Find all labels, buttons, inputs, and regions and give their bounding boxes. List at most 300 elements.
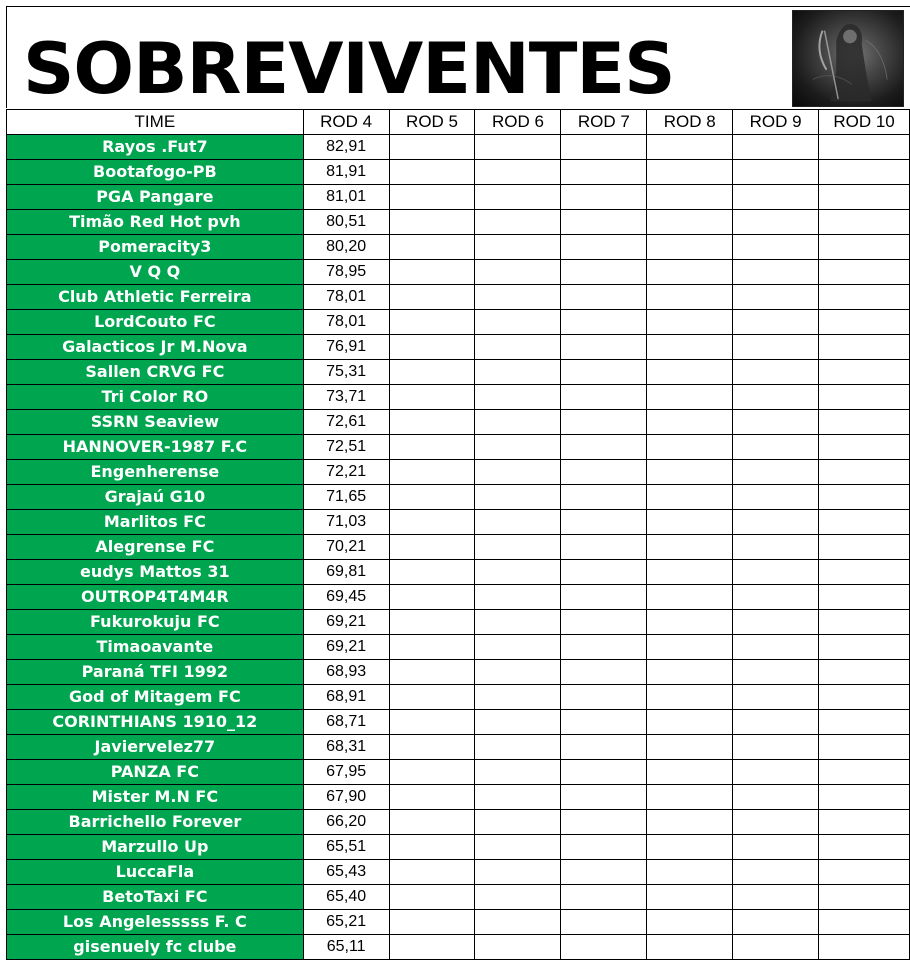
rod6-score-cell[interactable]	[475, 260, 561, 285]
rod6-score-cell[interactable]	[475, 210, 561, 235]
rod6-score-cell[interactable]	[475, 510, 561, 535]
rod9-score-cell[interactable]	[733, 660, 819, 685]
team-name-cell[interactable]: CORINTHIANS 1910_12	[7, 710, 304, 735]
table-row	[7, 435, 910, 460]
rod5-score-cell[interactable]	[389, 360, 475, 385]
rod5-score-cell[interactable]	[389, 760, 475, 785]
team-name-cell[interactable]: Tri Color RO	[7, 385, 304, 410]
rod5-score-cell[interactable]	[389, 810, 475, 835]
rod7-score-cell[interactable]	[561, 785, 647, 810]
rod7-score-cell[interactable]	[561, 910, 647, 935]
rod7-score-cell[interactable]	[561, 160, 647, 185]
page-title: SOBREVIVENTES	[23, 28, 675, 110]
rod4-score-cell[interactable]: 75,31	[303, 360, 389, 385]
rod10-score-cell[interactable]	[819, 360, 910, 385]
rod10-score-cell[interactable]	[819, 935, 910, 960]
rod10-score-cell[interactable]	[819, 510, 910, 535]
team-name-cell[interactable]: OUTROP4T4M4R	[7, 585, 304, 610]
rod8-score-cell[interactable]	[647, 310, 733, 335]
rod4-score-cell[interactable]: 67,95	[303, 760, 389, 785]
team-name-cell[interactable]: LordCouto FC	[7, 310, 304, 335]
rod6-score-cell[interactable]	[475, 610, 561, 635]
rod4-score-cell[interactable]: 71,65	[303, 485, 389, 510]
rod9-score-cell[interactable]	[733, 910, 819, 935]
rod8-score-cell[interactable]	[647, 485, 733, 510]
rod9-score-cell[interactable]	[733, 585, 819, 610]
rod7-score-cell[interactable]	[561, 885, 647, 910]
column-header-rod-10[interactable]: ROD 10	[819, 110, 910, 135]
header-area	[6, 6, 910, 108]
rod10-score-cell[interactable]	[819, 310, 910, 335]
rod9-score-cell[interactable]	[733, 510, 819, 535]
rod9-score-cell[interactable]	[733, 135, 819, 160]
rod5-score-cell[interactable]	[389, 685, 475, 710]
rod6-score-cell[interactable]	[475, 160, 561, 185]
rod5-score-cell[interactable]	[389, 910, 475, 935]
rod8-score-cell[interactable]	[647, 935, 733, 960]
rod4-score-cell[interactable]: 72,61	[303, 410, 389, 435]
rod8-score-cell[interactable]	[647, 735, 733, 760]
rod5-score-cell[interactable]	[389, 385, 475, 410]
rod4-score-cell[interactable]: 71,03	[303, 510, 389, 535]
rod8-score-cell[interactable]	[647, 235, 733, 260]
table-body	[7, 135, 910, 960]
rod4-score-cell[interactable]: 76,91	[303, 335, 389, 360]
rod5-score-cell[interactable]	[389, 510, 475, 535]
team-name-cell[interactable]: Sallen CRVG FC	[7, 360, 304, 385]
table-row	[7, 160, 910, 185]
column-header-rod-7[interactable]: ROD 7	[561, 110, 647, 135]
rod4-score-cell[interactable]: 78,01	[303, 285, 389, 310]
rod5-score-cell[interactable]	[389, 435, 475, 460]
team-name-cell[interactable]: Engenherense	[7, 460, 304, 485]
rod9-score-cell[interactable]	[733, 285, 819, 310]
rod8-score-cell[interactable]	[647, 885, 733, 910]
rod8-score-cell[interactable]	[647, 810, 733, 835]
rod6-score-cell[interactable]	[475, 535, 561, 560]
rod6-score-cell[interactable]	[475, 760, 561, 785]
table-row	[7, 735, 910, 760]
rod8-score-cell[interactable]	[647, 585, 733, 610]
team-name-cell[interactable]: PANZA FC	[7, 760, 304, 785]
rod8-score-cell[interactable]	[647, 460, 733, 485]
rod5-score-cell[interactable]	[389, 285, 475, 310]
table-row	[7, 135, 910, 160]
rod6-score-cell[interactable]	[475, 910, 561, 935]
rod7-score-cell[interactable]	[561, 585, 647, 610]
rod7-score-cell[interactable]	[561, 735, 647, 760]
rod9-score-cell[interactable]	[733, 560, 819, 585]
rod7-score-cell[interactable]	[561, 210, 647, 235]
team-name-cell[interactable]: V Q Q	[7, 260, 304, 285]
rod8-score-cell[interactable]	[647, 910, 733, 935]
rod5-score-cell[interactable]	[389, 710, 475, 735]
team-name-cell[interactable]: Bootafogo-PB	[7, 160, 304, 185]
rod4-score-cell[interactable]: 65,11	[303, 935, 389, 960]
rod4-score-cell[interactable]: 82,91	[303, 135, 389, 160]
rod10-score-cell[interactable]	[819, 285, 910, 310]
rod4-score-cell[interactable]: 80,51	[303, 210, 389, 235]
rod10-score-cell[interactable]	[819, 635, 910, 660]
rod6-score-cell[interactable]	[475, 335, 561, 360]
team-name-cell[interactable]: Timaoavante	[7, 635, 304, 660]
rod4-score-cell[interactable]: 80,20	[303, 235, 389, 260]
rod9-score-cell[interactable]	[733, 810, 819, 835]
rod9-score-cell[interactable]	[733, 185, 819, 210]
rod4-score-cell[interactable]: 69,45	[303, 585, 389, 610]
rod8-score-cell[interactable]	[647, 710, 733, 735]
table-row	[7, 710, 910, 735]
rod10-score-cell[interactable]	[819, 810, 910, 835]
rod6-score-cell[interactable]	[475, 785, 561, 810]
rod10-score-cell[interactable]	[819, 235, 910, 260]
rod7-score-cell[interactable]	[561, 385, 647, 410]
rod8-score-cell[interactable]	[647, 160, 733, 185]
column-header-rod-8[interactable]: ROD 8	[647, 110, 733, 135]
rod10-score-cell[interactable]	[819, 610, 910, 635]
rod8-score-cell[interactable]	[647, 135, 733, 160]
rod7-score-cell[interactable]	[561, 710, 647, 735]
rod5-score-cell[interactable]	[389, 935, 475, 960]
table-row	[7, 685, 910, 710]
rod4-score-cell[interactable]: 66,20	[303, 810, 389, 835]
rod5-score-cell[interactable]	[389, 335, 475, 360]
rod6-score-cell[interactable]	[475, 135, 561, 160]
rod9-score-cell[interactable]	[733, 835, 819, 860]
rod6-score-cell[interactable]	[475, 635, 561, 660]
column-header-rod-6[interactable]: ROD 6	[475, 110, 561, 135]
rod6-score-cell[interactable]	[475, 560, 561, 585]
rod6-score-cell[interactable]	[475, 735, 561, 760]
rod10-score-cell[interactable]	[819, 335, 910, 360]
team-name-cell[interactable]: Barrichello Forever	[7, 810, 304, 835]
table-row	[7, 585, 910, 610]
rod7-score-cell[interactable]	[561, 635, 647, 660]
rod6-score-cell[interactable]	[475, 460, 561, 485]
rod7-score-cell[interactable]	[561, 810, 647, 835]
rod4-score-cell[interactable]: 72,51	[303, 435, 389, 460]
rod9-score-cell[interactable]	[733, 735, 819, 760]
rod8-score-cell[interactable]	[647, 210, 733, 235]
team-name-cell[interactable]: eudys Mattos 31	[7, 560, 304, 585]
rod9-score-cell[interactable]	[733, 410, 819, 435]
rod5-score-cell[interactable]	[389, 235, 475, 260]
team-name-cell[interactable]: SSRN Seaview	[7, 410, 304, 435]
team-name-cell[interactable]: Alegrense FC	[7, 535, 304, 560]
rod6-score-cell[interactable]	[475, 235, 561, 260]
team-name-cell[interactable]: Mister M.N FC	[7, 785, 304, 810]
rod4-score-cell[interactable]: 65,51	[303, 835, 389, 860]
rod9-score-cell[interactable]	[733, 785, 819, 810]
rod10-score-cell[interactable]	[819, 260, 910, 285]
rod10-score-cell[interactable]	[819, 760, 910, 785]
rod5-score-cell[interactable]	[389, 635, 475, 660]
rod8-score-cell[interactable]	[647, 335, 733, 360]
rod9-score-cell[interactable]	[733, 460, 819, 485]
rod5-score-cell[interactable]	[389, 860, 475, 885]
rod7-score-cell[interactable]	[561, 685, 647, 710]
column-header-rod-5[interactable]: ROD 5	[389, 110, 475, 135]
rod7-score-cell[interactable]	[561, 360, 647, 385]
rod8-score-cell[interactable]	[647, 835, 733, 860]
rod6-score-cell[interactable]	[475, 285, 561, 310]
table-row	[7, 210, 910, 235]
rod7-score-cell[interactable]	[561, 185, 647, 210]
rod6-score-cell[interactable]	[475, 485, 561, 510]
rod4-score-cell[interactable]: 73,71	[303, 385, 389, 410]
rod9-score-cell[interactable]	[733, 635, 819, 660]
rod9-score-cell[interactable]	[733, 935, 819, 960]
table-row	[7, 185, 910, 210]
rod8-score-cell[interactable]	[647, 410, 733, 435]
rod7-score-cell[interactable]	[561, 510, 647, 535]
table-row	[7, 460, 910, 485]
rod4-score-cell[interactable]: 65,43	[303, 860, 389, 885]
rod4-score-cell[interactable]: 78,01	[303, 310, 389, 335]
rod8-score-cell[interactable]	[647, 535, 733, 560]
grim-reaper-icon	[792, 10, 904, 107]
rod10-score-cell[interactable]	[819, 160, 910, 185]
team-name-cell[interactable]: Timão Red Hot pvh	[7, 210, 304, 235]
rod10-score-cell[interactable]	[819, 535, 910, 560]
rod5-score-cell[interactable]	[389, 535, 475, 560]
rod6-score-cell[interactable]	[475, 310, 561, 335]
rod5-score-cell[interactable]	[389, 560, 475, 585]
rod7-score-cell[interactable]	[561, 310, 647, 335]
rod7-score-cell[interactable]	[561, 535, 647, 560]
rod8-score-cell[interactable]	[647, 660, 733, 685]
rod10-score-cell[interactable]	[819, 560, 910, 585]
rod7-score-cell[interactable]	[561, 610, 647, 635]
rod9-score-cell[interactable]	[733, 435, 819, 460]
rod5-score-cell[interactable]	[389, 660, 475, 685]
rod8-score-cell[interactable]	[647, 635, 733, 660]
rod10-score-cell[interactable]	[819, 460, 910, 485]
rod8-score-cell[interactable]	[647, 435, 733, 460]
rod10-score-cell[interactable]	[819, 735, 910, 760]
team-name-cell[interactable]: God of Mitagem FC	[7, 685, 304, 710]
team-name-cell[interactable]: Marlitos FC	[7, 510, 304, 535]
rod9-score-cell[interactable]	[733, 685, 819, 710]
rod7-score-cell[interactable]	[561, 460, 647, 485]
column-header-time[interactable]: TIME	[7, 110, 304, 135]
rod8-score-cell[interactable]	[647, 760, 733, 785]
rod9-score-cell[interactable]	[733, 310, 819, 335]
rod9-score-cell[interactable]	[733, 160, 819, 185]
rod10-score-cell[interactable]	[819, 885, 910, 910]
rod4-score-cell[interactable]: 81,01	[303, 185, 389, 210]
table-row	[7, 885, 910, 910]
rod4-score-cell[interactable]: 65,21	[303, 910, 389, 935]
team-name-cell[interactable]: Galacticos Jr M.Nova	[7, 335, 304, 360]
rod10-score-cell[interactable]	[819, 485, 910, 510]
team-name-cell[interactable]: Pomeracity3	[7, 235, 304, 260]
rod4-score-cell[interactable]: 72,21	[303, 460, 389, 485]
rod5-score-cell[interactable]	[389, 460, 475, 485]
rod10-score-cell[interactable]	[819, 435, 910, 460]
rod6-score-cell[interactable]	[475, 685, 561, 710]
rod9-score-cell[interactable]	[733, 610, 819, 635]
rod10-score-cell[interactable]	[819, 585, 910, 610]
rod9-score-cell[interactable]	[733, 210, 819, 235]
rod10-score-cell[interactable]	[819, 685, 910, 710]
table-row	[7, 610, 910, 635]
rod9-score-cell[interactable]	[733, 235, 819, 260]
rod8-score-cell[interactable]	[647, 560, 733, 585]
team-name-cell[interactable]: Rayos .Fut7	[7, 135, 304, 160]
rod5-score-cell[interactable]	[389, 485, 475, 510]
rod9-score-cell[interactable]	[733, 535, 819, 560]
rod6-score-cell[interactable]	[475, 935, 561, 960]
rod7-score-cell[interactable]	[561, 860, 647, 885]
rod9-score-cell[interactable]	[733, 335, 819, 360]
rod8-score-cell[interactable]	[647, 860, 733, 885]
rod4-score-cell[interactable]: 68,31	[303, 735, 389, 760]
table-row	[7, 635, 910, 660]
rod5-score-cell[interactable]	[389, 610, 475, 635]
rod7-score-cell[interactable]	[561, 285, 647, 310]
rod6-score-cell[interactable]	[475, 435, 561, 460]
team-name-cell[interactable]: LuccaFla	[7, 860, 304, 885]
rod6-score-cell[interactable]	[475, 660, 561, 685]
rod8-score-cell[interactable]	[647, 385, 733, 410]
column-header-rod-9[interactable]: ROD 9	[733, 110, 819, 135]
rod6-score-cell[interactable]	[475, 710, 561, 735]
table-row	[7, 310, 910, 335]
rod8-score-cell[interactable]	[647, 610, 733, 635]
rod7-score-cell[interactable]	[561, 760, 647, 785]
rod4-score-cell[interactable]: 68,91	[303, 685, 389, 710]
rod8-score-cell[interactable]	[647, 685, 733, 710]
rod7-score-cell[interactable]	[561, 660, 647, 685]
column-header-rod-4[interactable]: ROD 4	[303, 110, 389, 135]
rod6-score-cell[interactable]	[475, 385, 561, 410]
rod5-score-cell[interactable]	[389, 735, 475, 760]
team-name-cell[interactable]: Paraná TFI 1992	[7, 660, 304, 685]
rod10-score-cell[interactable]	[819, 185, 910, 210]
rod9-score-cell[interactable]	[733, 485, 819, 510]
rod10-score-cell[interactable]	[819, 710, 910, 735]
table-row	[7, 835, 910, 860]
rod4-score-cell[interactable]: 69,21	[303, 610, 389, 635]
team-name-cell[interactable]: HANNOVER-1987 F.C	[7, 435, 304, 460]
table-row	[7, 335, 910, 360]
rod6-score-cell[interactable]	[475, 185, 561, 210]
rod5-score-cell[interactable]	[389, 260, 475, 285]
rod7-score-cell[interactable]	[561, 335, 647, 360]
rod4-score-cell[interactable]: 68,71	[303, 710, 389, 735]
rod9-score-cell[interactable]	[733, 885, 819, 910]
rod5-score-cell[interactable]	[389, 885, 475, 910]
rod5-score-cell[interactable]	[389, 410, 475, 435]
rod10-score-cell[interactable]	[819, 910, 910, 935]
rod8-score-cell[interactable]	[647, 260, 733, 285]
rod5-score-cell[interactable]	[389, 585, 475, 610]
rod6-score-cell[interactable]	[475, 885, 561, 910]
rod6-score-cell[interactable]	[475, 835, 561, 860]
rod10-score-cell[interactable]	[819, 785, 910, 810]
rod9-score-cell[interactable]	[733, 260, 819, 285]
rod10-score-cell[interactable]	[819, 385, 910, 410]
rod4-score-cell[interactable]: 69,21	[303, 635, 389, 660]
rod4-score-cell[interactable]: 70,21	[303, 535, 389, 560]
rod7-score-cell[interactable]	[561, 135, 647, 160]
rod7-score-cell[interactable]	[561, 435, 647, 460]
rod10-score-cell[interactable]	[819, 410, 910, 435]
rod8-score-cell[interactable]	[647, 785, 733, 810]
rod4-score-cell[interactable]: 81,91	[303, 160, 389, 185]
rod9-score-cell[interactable]	[733, 760, 819, 785]
rod6-score-cell[interactable]	[475, 810, 561, 835]
rod5-score-cell[interactable]	[389, 185, 475, 210]
rod9-score-cell[interactable]	[733, 710, 819, 735]
rod4-score-cell[interactable]: 65,40	[303, 885, 389, 910]
team-name-cell[interactable]: Marzullo Up	[7, 835, 304, 860]
rod5-score-cell[interactable]	[389, 210, 475, 235]
team-name-cell[interactable]: Club Athletic Ferreira	[7, 285, 304, 310]
rod9-score-cell[interactable]	[733, 385, 819, 410]
rod8-score-cell[interactable]	[647, 510, 733, 535]
rod4-score-cell[interactable]: 68,93	[303, 660, 389, 685]
table-row	[7, 660, 910, 685]
team-name-cell[interactable]: PGA Pangare	[7, 185, 304, 210]
team-name-cell[interactable]: Javiervelez77	[7, 735, 304, 760]
rod6-score-cell[interactable]	[475, 585, 561, 610]
rod4-score-cell[interactable]: 67,90	[303, 785, 389, 810]
rod7-score-cell[interactable]	[561, 410, 647, 435]
rod8-score-cell[interactable]	[647, 185, 733, 210]
rod7-score-cell[interactable]	[561, 935, 647, 960]
table-row	[7, 385, 910, 410]
rod7-score-cell[interactable]	[561, 260, 647, 285]
reaper-image	[793, 11, 903, 106]
table-row	[7, 935, 910, 960]
table-row	[7, 360, 910, 385]
rod8-score-cell[interactable]	[647, 285, 733, 310]
rod6-score-cell[interactable]	[475, 360, 561, 385]
rod9-score-cell[interactable]	[733, 860, 819, 885]
team-name-cell[interactable]: gisenuely fc clube	[7, 935, 304, 960]
rod7-score-cell[interactable]	[561, 235, 647, 260]
rod7-score-cell[interactable]	[561, 560, 647, 585]
team-name-cell[interactable]: Los Angelesssss F. C	[7, 910, 304, 935]
rod10-score-cell[interactable]	[819, 660, 910, 685]
rod10-score-cell[interactable]	[819, 135, 910, 160]
rod6-score-cell[interactable]	[475, 410, 561, 435]
table-row	[7, 410, 910, 435]
rod10-score-cell[interactable]	[819, 210, 910, 235]
table-row	[7, 285, 910, 310]
rod10-score-cell[interactable]	[819, 835, 910, 860]
rod8-score-cell[interactable]	[647, 360, 733, 385]
rod4-score-cell[interactable]: 69,81	[303, 560, 389, 585]
rod7-score-cell[interactable]	[561, 485, 647, 510]
rod6-score-cell[interactable]	[475, 860, 561, 885]
table-row	[7, 510, 910, 535]
team-name-cell[interactable]: Fukurokuju FC	[7, 610, 304, 635]
rod5-score-cell[interactable]	[389, 135, 475, 160]
rod4-score-cell[interactable]: 78,95	[303, 260, 389, 285]
team-name-cell[interactable]: Grajaú G10	[7, 485, 304, 510]
rod10-score-cell[interactable]	[819, 860, 910, 885]
rod5-score-cell[interactable]	[389, 835, 475, 860]
rod7-score-cell[interactable]	[561, 835, 647, 860]
rod5-score-cell[interactable]	[389, 160, 475, 185]
rod5-score-cell[interactable]	[389, 310, 475, 335]
rod9-score-cell[interactable]	[733, 360, 819, 385]
rod5-score-cell[interactable]	[389, 785, 475, 810]
team-name-cell[interactable]: BetoTaxi FC	[7, 885, 304, 910]
